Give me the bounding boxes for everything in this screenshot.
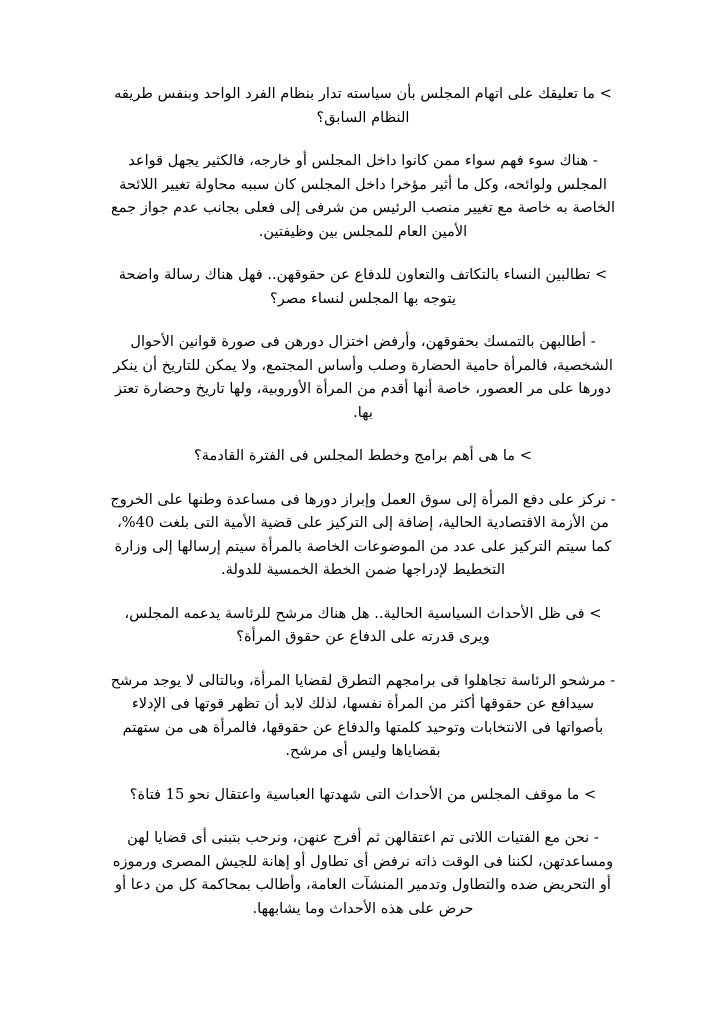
answer-paragraph: - مرشحو الرئاسة تجاهلوا فى برامجهم التطرق لقضايا المرأة، وبالتالى لا يوجد مرشح سيدافع عن حقوقها أكثر من المرأة نفسها، لذلك لابد أن تظهر قوتها فى الإدلاء بأصواتها فى الانتخابات وتوحيد كلمتها والدفاع عن حقوقها، فالمرأة هى من ستهتم بقضاياها وليس أى مرشح.: [110, 671, 616, 759]
question-paragraph: > تطالبين النساء بالتكاتف والتعاون للدفاع عن حقوقهن.. فهل هناك رسالة واضحة يتوجه بها المجلس لنساء مصر؟: [118, 266, 608, 307]
question-paragraph: > ما موقف المجلس من الأحداث التى شهدتها العباسية واعتقال نحو 15 فتاة؟: [129, 785, 597, 803]
document-page: [108, 82, 618, 940]
answer-paragraph: - نحن مع الفتيات اللاتى تم اعتقالهن ثم أفرج عنهن، ونرحب بتبنى أى قضايا لهن ومساعدتهن، لكننا فى الوقت ذاته نرفض أى تطاول أو إهانة للجيش المصرى ورموزه أو التحريض ضده والتطاول وتدمير المنشآت العامة، وأطالب بمحاكمة كل من دعا أو حرض على هذه الأحداث وما يشابهها.: [112, 829, 614, 917]
answer-paragraph: - هناك سوء فهم سواء ممن كانوا داخل المجلس أو خارجه، فالكثير يجهل قواعد المجلس ولوائحه، وكل ما أثير مؤخرا داخل المجلس كان سببه محاولة تغيير اللائحة الخاصة به خاصة مع تغيير منصب الرئيس من شرفى إلى فعلى بجانب عدم جواز جمع الأمين العام للمجلس بين وظيفتين.: [110, 152, 616, 240]
question-paragraph: > فى ظل الأحداث السياسية الحالية.. هل هناك مرشح للرئاسة يدعمه المجلس، ويرى قدرته على الدفاع عن حقوق المرأة؟: [124, 604, 602, 645]
question-paragraph: > ما تعليقك على اتهام المجلس بأن سياسته تدار بنظام الفرد الواحد وبنفس طريقه النظام السابق؟: [114, 85, 612, 126]
answer-paragraph: - نركز على دفع المرأة إلى سوق العمل وإبراز دورها فى مساعدة وطنها على الخروج من الأزمة الاقتصادية الحالية، إضافة إلى التركيز على قضية الأمية التى بلغت 40%، كما سيتم التركيز على عدد من الموضوعات الخاصة بالمرأة سيتم إرسالها إلى وزارة التخطيط لإدراجها ضمن الخطة الخمسية للدولة.: [110, 490, 616, 578]
answer-paragraph: - أطالبهن بالتمسك بحقوقهن، وأرفض اختزال دورهن فى صورة قوانين الأحوال الشخصية، فالمرأة حامية الحضارة وصلب وأساس المجتمع، ولا يمكن للتاريخ أن ينكر دورها على مر العصور، خاصة أنها أقدم من المرأة الأوروبية، ولها تاريخ وحضارة تعتز بها.: [113, 333, 613, 421]
question-paragraph: > ما هى أهم برامج وخطط المجلس فى الفترة القادمة؟: [193, 447, 532, 464]
